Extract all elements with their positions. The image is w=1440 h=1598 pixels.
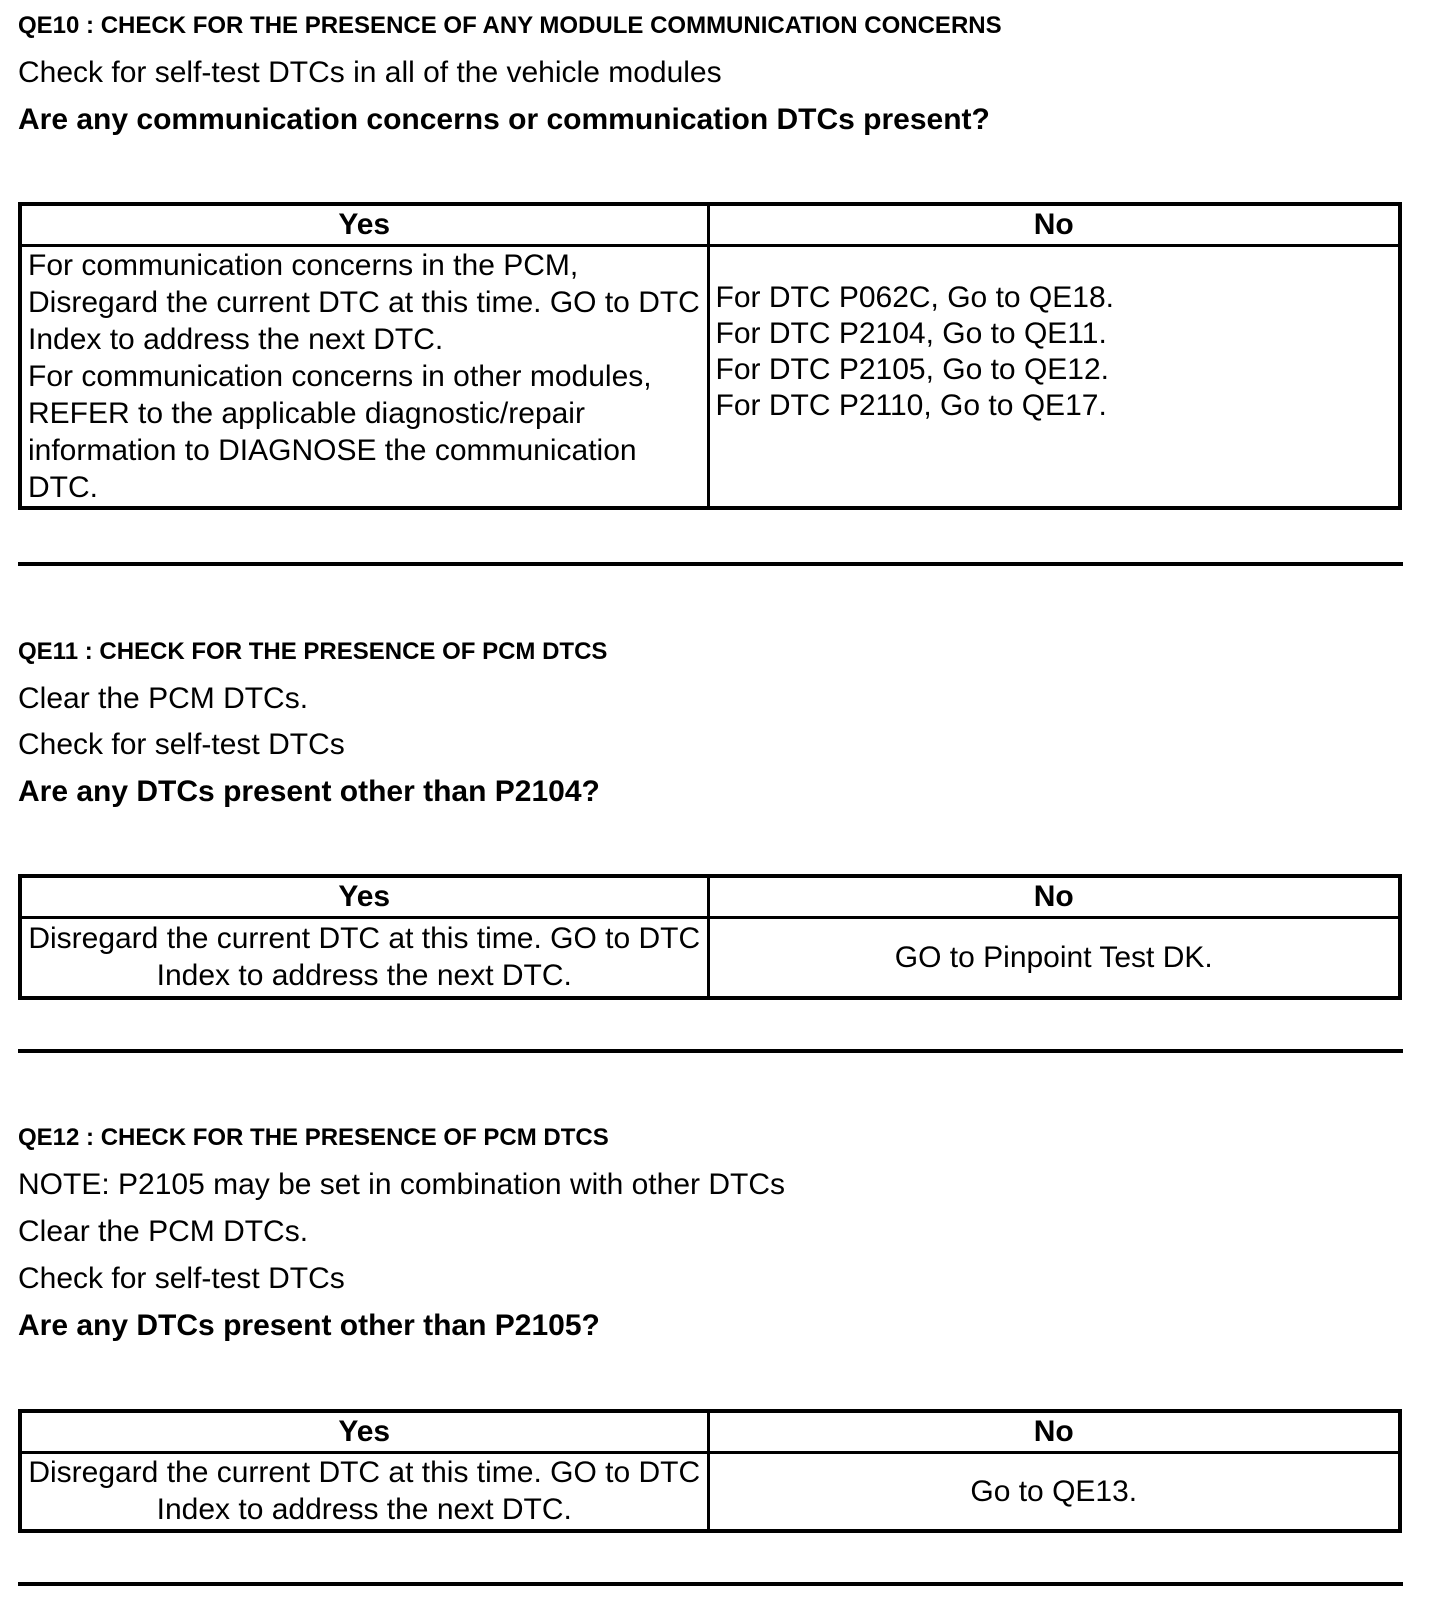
qe11-section <box>18 638 1403 809</box>
qe10-yes-cell <box>20 246 708 509</box>
qe10-no-line: For DTC P2110, Go to QE17. <box>715 388 1107 422</box>
qe11-no-cell: GO to Pinpoint Test DK. <box>708 918 1400 998</box>
qe11-instruction: Clear the PCM DTCs. <box>18 682 309 715</box>
qe10-question: Are any communication concerns or communication DTCs present? <box>18 103 990 136</box>
qe10-no-cell <box>708 246 1400 509</box>
qe10-instruction: Check for self-test DTCs in all of the vehicle modules <box>18 56 722 89</box>
qe12-question: Are any DTCs present other than P2105? <box>18 1309 600 1342</box>
qe12-instruction: Check for self-test DTCs <box>18 1262 345 1295</box>
qe10-heading: QE10 : CHECK FOR THE PRESENCE OF ANY MODULE COMMUNICATION CONCERNS <box>18 12 1002 39</box>
qe11-heading: QE11 : CHECK FOR THE PRESENCE OF PCM DTCS <box>18 638 608 665</box>
qe10-no-header: No <box>708 204 1400 246</box>
qe12-answer-table <box>18 1409 1402 1533</box>
section-divider <box>18 1049 1403 1053</box>
qe12-section <box>18 1124 1403 1343</box>
qe10-no-line: For DTC P2105, Go to QE12. <box>715 352 1110 386</box>
qe12-yes-cell: Disregard the current DTC at this time. GO to DTC Index to address the next DTC. <box>20 1453 708 1531</box>
qe12-yes-header: Yes <box>20 1411 708 1453</box>
qe10-yes-paragraph: For communication concerns in the PCM, Disregard the current DTC at this time. GO to DTC Index to address the next DTC. <box>28 249 700 356</box>
qe10-no-line: For DTC P2104, Go to QE11. <box>715 316 1107 350</box>
qe11-yes-cell: Disregard the current DTC at this time. GO to DTC Index to address the next DTC. <box>20 918 708 998</box>
qe11-instruction: Check for self-test DTCs <box>18 728 345 761</box>
qe10-no-line: For DTC P062C, Go to QE18. <box>715 280 1114 314</box>
qe10-yes-header: Yes <box>20 204 708 246</box>
qe12-instruction: NOTE: P2105 may be set in combination with other DTCs <box>18 1168 785 1201</box>
qe10-section <box>18 12 1403 137</box>
qe11-answer-table <box>18 874 1402 1000</box>
qe12-instruction: Clear the PCM DTCs. <box>18 1215 309 1248</box>
qe12-heading: QE12 : CHECK FOR THE PRESENCE OF PCM DTCS <box>18 1124 609 1151</box>
qe11-no-header: No <box>708 876 1400 918</box>
qe12-no-cell: Go to QE13. <box>708 1453 1400 1531</box>
section-divider <box>18 1582 1403 1586</box>
qe11-question: Are any DTCs present other than P2104? <box>18 775 600 808</box>
qe12-no-header: No <box>708 1411 1400 1453</box>
qe10-yes-paragraph: For communication concerns in other modules, REFER to the applicable diagnostic/repair information to DIAGNOSE the communication DTC. <box>28 360 652 504</box>
section-divider <box>18 562 1403 566</box>
qe11-yes-header: Yes <box>20 876 708 918</box>
qe10-answer-table <box>18 202 1402 510</box>
